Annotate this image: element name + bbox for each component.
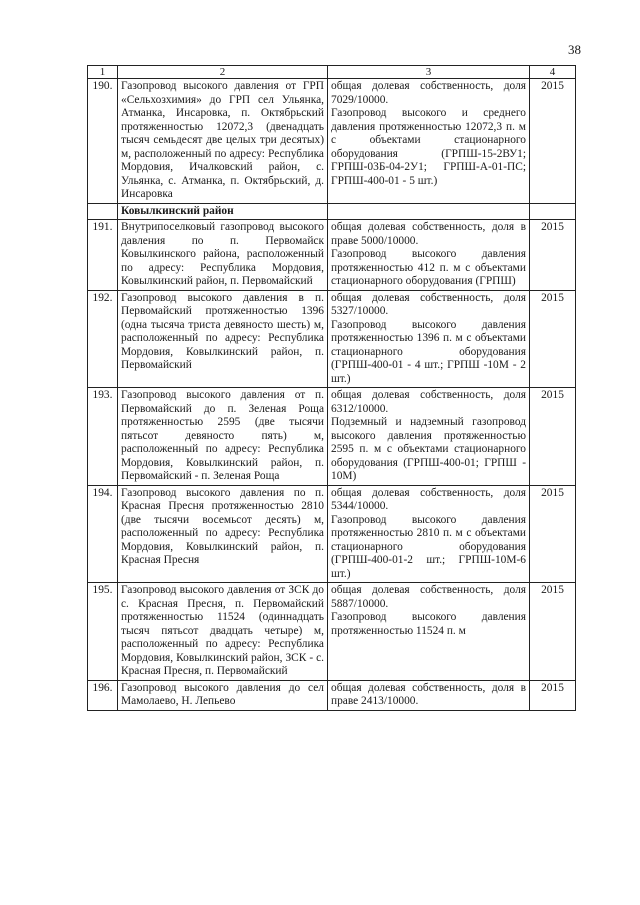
row-year: 2015 [530,290,576,388]
row-ownership [328,680,530,710]
ownership-details: Газопровод высокого давления протяженностью 412 п. м с объектами стационарного оборудования (ГРПШ) [331,248,526,287]
ownership-details: Газопровод высокого давления протяженностью 1396 п. м с объектами стационарного оборудования (ГРПШ-400-01 - 4 шт.; ГРПШ -10М - 2 шт.) [331,318,526,385]
row-number: 195. [88,583,118,681]
table-row [88,485,576,583]
section-title: Ковылкинский район [118,203,328,220]
row-number: 190. [88,79,118,204]
row-ownership [328,485,530,583]
table-header-row [88,66,576,79]
row-year: 2015 [530,485,576,583]
header-col-1: 1 [88,66,118,79]
ownership-share: общая долевая собственность, доля 5327/10000. [331,291,526,317]
row-number: 196. [88,680,118,710]
header-col-3: 3 [328,66,530,79]
row-description: Газопровод высокого давления до сел Мамолаево, Н. Лепьево [118,680,328,710]
page-number: 38 [568,42,581,57]
row-ownership [328,290,530,388]
row-ownership [328,583,530,681]
row-ownership [328,79,530,204]
row-number: 191. [88,220,118,291]
table-row [88,583,576,681]
table-row [88,220,576,291]
row-description: Внутрипоселковый газопровод высокого давления по п. Первомайск Ковылкинского района, расположенный по адресу: Республика Мордовия, Ковылкинский район, п. Первомайский [118,220,328,291]
ownership-share: общая долевая собственность, доля 7029/10000. [331,80,526,106]
row-year: 2015 [530,583,576,681]
ownership-share: общая долевая собственность, доля 6312/10000. [331,389,526,415]
ownership-details: Газопровод высокого и среднего давления протяженностью 12072,3 п. м с объектами стационарного оборудования (ГРПШ-15-2ВУ1; ГРПШ-03Б-04-2У1; ГРПШ-А-01-ПС; ГРПШ-400-01 - 5 шт.) [331,107,526,187]
ownership-details: Газопровод высокого давления протяженностью 11524 п. м [331,611,526,637]
row-description: Газопровод высокого давления в п. Первомайский протяженностью 1396 (одна тысяча триста девяносто шесть) м, расположенный по адресу: Республика Мордовия, Ковылкинский район, п. Первомайский [118,290,328,388]
row-ownership [328,220,530,291]
ownership-share: общая долевая собственность, доля в праве 5000/10000. [331,221,526,247]
header-col-2: 2 [118,66,328,79]
ownership-details: Подземный и надземный газопровод высокого давления протяженностью 2595 п. м с объектами стационарного оборудования (ГРПШ-400-01; ГРПШ - 10М) [331,416,526,482]
ownership-share: общая долевая собственность, доля в праве 2413/10000. [331,681,526,707]
row-description: Газопровод высокого давления по п. Красная Пресня протяженностью 2810 (две тысячи восемьсот десять) м, расположенный по адресу: Республика Мордовия, Ковылкинский район, п. Красная Пресня [118,485,328,583]
table-row [88,290,576,388]
row-number: 193. [88,388,118,486]
row-number: 194. [88,485,118,583]
row-year: 2015 [530,79,576,204]
row-ownership [328,388,530,486]
table-row [88,79,576,204]
header-col-4: 4 [530,66,576,79]
table-row [88,680,576,710]
ownership-share: общая долевая собственность, доля 5344/10000. [331,486,526,512]
row-description: Газопровод высокого давления от ГРП «Сельхозхимия» до ГРП сел Ульянка, Атманка, Инсаровка, п. Октябрьский протяженностью 12072,3 (двенадцать тысяч семьдесят две целых три десятых) м, расположенный по адресу: Республика Мордовия, Ичалковский район, с. Ульянка, с. Атманка, п. Октябрьский, д. Инсаровка [118,79,328,204]
row-year: 2015 [530,220,576,291]
table-row [88,388,576,486]
row-description: Газопровод высокого давления от п. Первомайский до п. Зеленая Роща протяженностью 2595 (две тысячи пятьсот девяносто пять) м, расположенный по адресу: Республика Мордовия, Ковылкинский район, п. Первомайский - п. Зеленая Роща [118,388,328,486]
ownership-share: общая долевая собственность, доля 5887/10000. [331,584,526,610]
row-year: 2015 [530,680,576,710]
property-table [87,65,576,711]
row-number: 192. [88,290,118,388]
row-year: 2015 [530,388,576,486]
ownership-details: Газопровод высокого давления протяженностью 2810 п. м с объектами стационарного оборудования (ГРПШ-400-01-2 шт.; ГРПШ-10М-6 шт.) [331,513,526,580]
row-description: Газопровод высокого давления от ЗСК до с. Красная Пресня, п. Первомайский протяженностью 11524 (одиннадцать тысяч пятьсот двадцать четыре) м, расположенный по адресу: Республика Мордовия, Ковылкинский район, ЗСК - с. Красная Пресня, п. Первомайский [118,583,328,681]
section-row [88,203,576,220]
